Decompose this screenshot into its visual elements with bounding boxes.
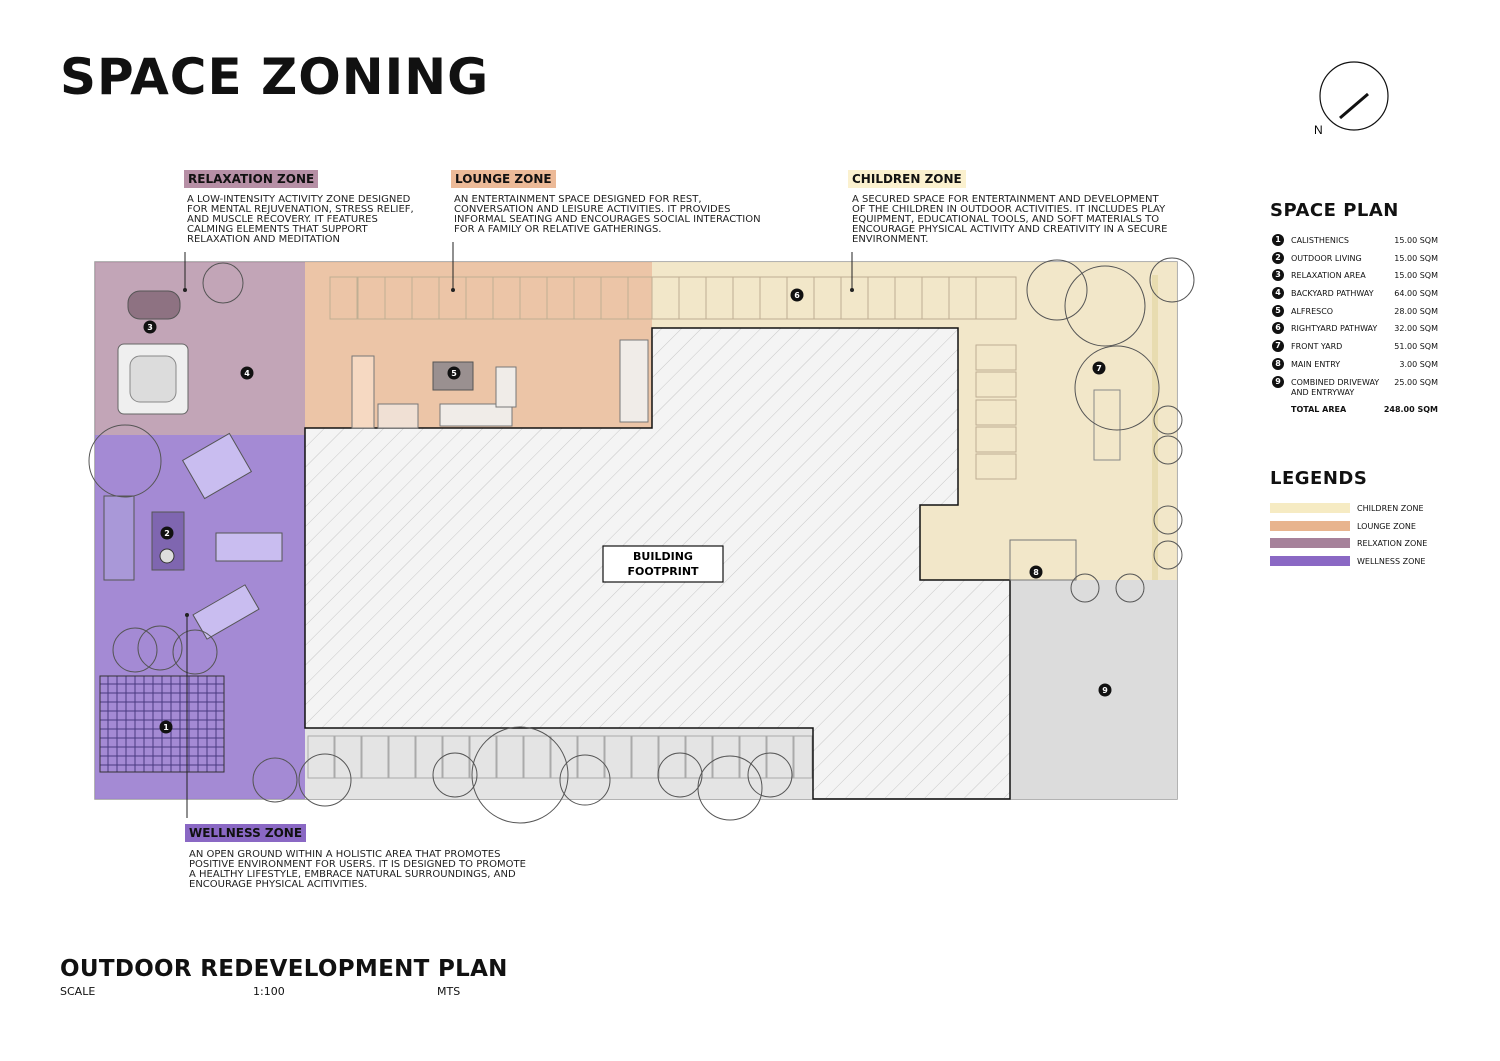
lounge-zone-tag: LOUNGE ZONE <box>451 170 556 188</box>
space-plan-name: MAIN ENTRY <box>1291 359 1341 369</box>
space-plan-row <box>1270 233 1440 251</box>
legend-swatch-children <box>1270 503 1350 513</box>
space-plan-area: 51.00 SQM <box>1394 342 1438 352</box>
legend-label: RELXATION ZONE <box>1357 539 1428 549</box>
plan-title: OUTDOOR REDEVELOPMENT PLAN <box>60 956 508 982</box>
legend-label: LOUNGE ZONE <box>1357 521 1416 531</box>
bench <box>216 533 282 561</box>
space-plan-num: 3 <box>1272 269 1284 281</box>
space-plan-row <box>1270 251 1440 269</box>
space-plan-area: 25.00 SQM <box>1394 377 1438 387</box>
wellness-zone-description: AN OPEN GROUND WITHIN A HOLISTIC AREA THAT PROMOTES POSITIVE ENVIRONMENT FOR USERS. IT IS DESIGNED TO PROMOTE A HEALTHY LIFESTYLE, EMBRACE NATURAL SURROUNDINGS, AND ENCOURAGE PHYSICAL ACITIVITIES. <box>189 849 526 890</box>
marker-4: 4 <box>244 369 250 378</box>
space-plan-area: 15.00 SQM <box>1394 236 1438 245</box>
space-plan-num: 7 <box>1272 340 1284 352</box>
scale-units: MTS <box>437 985 461 998</box>
lounger <box>620 340 648 422</box>
legends-title: LEGENDS <box>1270 468 1368 489</box>
marker-5: 5 <box>451 369 457 378</box>
space-plan-area: 28.00 SQM <box>1394 306 1438 316</box>
space-plan-name: RELAXATION AREA <box>1291 271 1366 281</box>
space-plan-row <box>1270 321 1440 339</box>
wellness-zone-tag: WELLNESS ZONE <box>185 824 306 842</box>
children-zone-tag: CHILDREN ZONE <box>848 170 966 188</box>
space-plan-name: CALISTHENICS <box>1291 236 1349 245</box>
space-plan-name: FRONT YARD <box>1291 342 1343 352</box>
space-plan-name: COMBINED DRIVEWAY AND ENTRYWAY <box>1291 377 1380 397</box>
children-zone-description: A SECURED SPACE FOR ENTERTAINMENT AND DEVELOPMENT OF THE CHILDREN IN OUTDOOR ACTIVITIES. IT INCLUDES PLAY EQUIPMENT, EDUCATIONAL TOOLS, AND SOFT MATERIALS TO ENCOURAGE PHYSICAL ACTIVITY AND CREATIVITY IN A SECURE ENVIRONMENT. <box>852 194 1168 245</box>
marker-1: 1 <box>163 723 169 732</box>
marker-3: 3 <box>147 323 153 332</box>
driveway-area <box>1010 580 1177 799</box>
space-plan-row <box>1270 357 1440 375</box>
building-label-line1: BUILDING <box>633 550 693 563</box>
building-label-line2: FOOTPRINT <box>627 565 699 578</box>
space-plan-row <box>1270 268 1440 286</box>
kitchen-counter <box>352 356 374 428</box>
space-plan-num: 4 <box>1272 287 1284 299</box>
space-plan-num: 9 <box>1272 376 1284 388</box>
space-plan-row <box>1270 339 1440 357</box>
side-pathway-area <box>305 728 813 799</box>
marker-9: 9 <box>1102 686 1108 695</box>
total-area-value: 248.00 SQM <box>1383 404 1438 414</box>
space-plan-area: 15.00 SQM <box>1394 271 1438 281</box>
marker-2: 2 <box>164 529 170 538</box>
space-plan-area: 15.00 SQM <box>1394 253 1438 263</box>
north-label: N <box>1314 123 1323 137</box>
scale-label: SCALE <box>60 985 96 998</box>
space-plan-title: SPACE PLAN <box>1270 200 1399 221</box>
space-plan-name: ALFRESCO <box>1291 306 1334 316</box>
page-title: SPACE ZONING <box>60 48 490 106</box>
space-plan-area: 64.00 SQM <box>1394 289 1438 299</box>
total-area-label: TOTAL AREA <box>1291 404 1347 414</box>
space-plan-list <box>1270 233 1440 421</box>
space-plan-row <box>1270 375 1440 399</box>
daybed <box>128 291 180 319</box>
space-plan-row <box>1270 286 1440 304</box>
relaxation-zone-tag: RELAXATION ZONE <box>184 170 318 188</box>
space-plan-num: 2 <box>1272 252 1284 264</box>
space-plan-num: 8 <box>1272 358 1284 370</box>
space-plan-area: 32.00 SQM <box>1394 324 1438 334</box>
scale-value: 1:100 <box>253 985 285 998</box>
legend-label: WELLNESS ZONE <box>1357 557 1426 567</box>
space-plan-name: BACKYARD PATHWAY <box>1291 289 1374 299</box>
legend-swatch-lounge <box>1270 521 1350 531</box>
marker-7: 7 <box>1096 364 1102 373</box>
marker-6: 6 <box>794 291 800 300</box>
space-plan-num: 1 <box>1272 234 1284 246</box>
space-plan-area: 3.00 SQM <box>1399 359 1438 369</box>
legend-swatch-relaxation <box>1270 538 1350 548</box>
legend-swatch-wellness <box>1270 556 1350 566</box>
space-plan-total-row <box>1270 405 1440 421</box>
lounge-zone-description: AN ENTERTAINMENT SPACE DESIGNED FOR REST, CONVERSATION AND LEISURE ACTIVITIES. IT PROVIDES INFORMAL SEATING AND ENCOURAGES SOCIAL INTERACTION FOR A FAMILY OR RELATIVE GATHERINGS. <box>454 194 761 235</box>
relaxation-zone-description: A LOW-INTENSITY ACTIVITY ZONE DESIGNED FOR MENTAL REJUVENATION, STRESS RELIEF, AND MUSCLE RECOVERY. IT FEATURES CALMING ELEMENTS THAT SUPPORT RELAXATION AND MEDITATION <box>187 194 414 245</box>
space-plan-num: 5 <box>1272 305 1284 317</box>
space-plan-name: RIGHTYARD PATHWAY <box>1291 324 1378 334</box>
marker-8: 8 <box>1033 568 1039 577</box>
legend-label: CHILDREN ZONE <box>1357 504 1424 513</box>
space-plan-num: 6 <box>1272 322 1284 334</box>
outdoor-sofa <box>104 496 134 580</box>
space-plan-name: OUTDOOR LIVING <box>1291 253 1362 263</box>
space-plan-row <box>1270 304 1440 322</box>
